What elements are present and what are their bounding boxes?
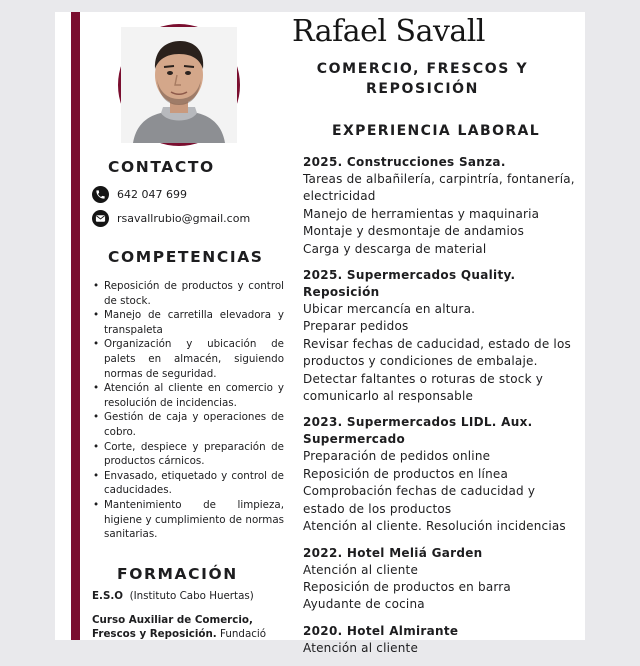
job-task: Comprobación fechas de caducidad y estado de los productos — [303, 484, 536, 516]
skills-heading: COMPETENCIAS — [108, 248, 264, 266]
job-task: Ubicar mercancía en altura. — [303, 302, 476, 317]
job-title: 2020. Hotel Almirante — [303, 623, 459, 638]
job-task: Atención al cliente — [303, 640, 419, 655]
job-title: 2025. Supermercados Quality. Reposición — [303, 268, 516, 300]
job-task: Atención al cliente. Resolución incidencias — [303, 519, 566, 534]
professional-title — [305, 59, 540, 99]
skill-item: • Manejo de carretilla elevadora y transpaleta — [92, 308, 284, 337]
job-task: Preparar pedidos — [303, 319, 409, 334]
job-task: Reposición de productos en línea — [303, 466, 509, 481]
contact-heading: CONTACTO — [108, 158, 215, 176]
profile-photo — [118, 24, 240, 146]
phone-icon — [92, 186, 109, 203]
job-entry — [303, 623, 578, 657]
skill-item: • Atención al cliente en comercio y resolución de incidencias. — [92, 381, 284, 410]
contact-phone — [92, 186, 187, 203]
job-title: 2025. Construcciones Sanza. — [303, 155, 506, 169]
experience-list — [303, 154, 578, 666]
job-title: 2022. Hotel Meliá Garden — [303, 545, 483, 560]
skill-item: • Corte, despiece y preparación de productos cárnicos. — [92, 440, 284, 469]
job-task: Ayudante de cocina — [303, 597, 425, 612]
job-task: Reposición de productos en barra — [303, 579, 511, 594]
education-course — [92, 613, 284, 641]
education-heading: FORMACIÓN — [117, 565, 238, 583]
job-entry — [303, 414, 578, 535]
skills-list — [92, 279, 284, 542]
job-task: Carga y descarga de material — [303, 241, 487, 256]
email-address[interactable]: rsavallrubio@gmail.com — [117, 212, 251, 225]
eso-label: E.S.O — [92, 590, 124, 602]
education-eso — [92, 589, 284, 603]
resume-page — [55, 12, 585, 655]
job-task: Revisar fechas de caducidad, estado de los productos y condiciones de embalaje. — [303, 336, 571, 369]
job-task: Tareas de albañilería, carpintría, fontanería, electricidad — [303, 172, 575, 204]
skill-item: • Mantenimiento de limpieza, higiene y cumplimiento de normas sanitarias. — [92, 498, 284, 542]
email-icon — [92, 210, 109, 227]
accent-bar — [71, 12, 80, 640]
job-entry — [303, 267, 578, 405]
job-task: Detectar faltantes o roturas de stock y comunicarlo al responsable — [303, 371, 544, 404]
person-name: Rafael Savall — [292, 14, 485, 49]
job-task: Montaje y desmontaje de andamios — [303, 224, 525, 239]
skill-item: • Reposición de productos y control de stock. — [92, 279, 284, 308]
course-label: Curso Auxiliar de Comercio, Frescos y Reposición. — [92, 614, 253, 640]
role-line-1: COMERCIO, FRESCOS Y — [316, 61, 529, 77]
job-title: 2023. Supermercados LIDL. Aux. Supermercado — [303, 415, 533, 447]
eso-detail: (Instituto Cabo Huertas) — [129, 590, 254, 602]
job-task: Preparación de pedidos online — [303, 449, 491, 464]
contact-email — [92, 210, 250, 227]
course-detail: Fundació — [220, 628, 267, 640]
job-entry — [303, 545, 578, 614]
skill-item: • Gestión de caja y operaciones de cobro. — [92, 410, 284, 439]
job-task: Manejo de herramientas y maquinaria — [303, 206, 540, 221]
experience-heading: EXPERIENCIA LABORAL — [332, 123, 541, 139]
job-task: Atención al cliente — [303, 562, 419, 577]
role-line-2: REPOSICIÓN — [366, 81, 479, 97]
job-entry — [303, 154, 578, 258]
skill-item: • Organización y ubicación de palets en almacén, siguiendo normas de seguridad. — [92, 337, 284, 381]
phone-number[interactable]: 642 047 699 — [117, 188, 187, 201]
skill-item: • Envasado, etiquetado y control de caducidades. — [92, 469, 284, 498]
